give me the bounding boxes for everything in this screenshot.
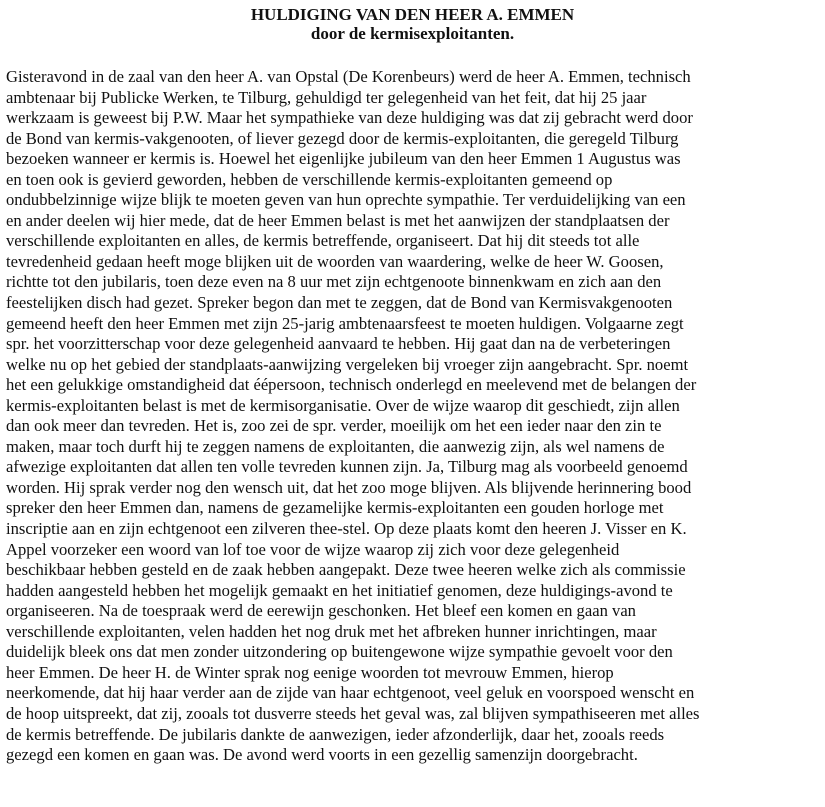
article-line: heer Emmen. De heer H. de Winter sprak nog eenige woorden tot mevrouw Emmen, hierop: [6, 662, 614, 682]
article-line: verschillende exploitanten, velen hadden het nog druk met het afbreken hunner inrichtingen, maar: [6, 621, 657, 641]
article-line: duidelijk bleek ons dat men zonder uitzondering op buitengewone wijze sympathie gevoelt voor den: [6, 642, 673, 662]
article-line: kermis-exploitanten belast is met de kermisorganisatie. Over de wijze waarop dit geschiedt, zijn allen: [6, 395, 680, 415]
article-line: verschillende exploitanten en alles, de kermis betreffende, organiseert. Dat hij dit steeds tot alle: [6, 231, 640, 251]
article-line: gemeend heeft den heer Emmen met zijn 25-jarig ambtenaarsfeest te moeten huldigen. Volgaarne zegt: [6, 313, 684, 333]
article-line: de Bond van kermis-vakgenooten, of liever gezegd door de kermis-exploitanten, die geregeld Tilburg: [6, 128, 679, 148]
article-line: de hoop uitspreekt, dat zij, zooals tot dusverre steeds het geval was, zal blijven sympathiseeren met alles: [6, 703, 700, 723]
article-line: spreker den heer Emmen dan, namens de gezamelijke kermis-exploitanten een gouden horloge met: [6, 498, 664, 518]
article-line: gezegd een komen en gaan was. De avond werd voorts in een gezellig samenzijn doorgebracht.: [6, 745, 638, 765]
article-body: [6, 67, 818, 766]
article-line: beschikbaar hebben gesteld en de zaak hebben aangepakt. Deze twee heeren welke zich als commissie: [6, 560, 686, 580]
article-line: hadden aangesteld hebben het mogelijk gemaakt en het initiatief genomen, deze huldigings-avond te: [6, 580, 673, 600]
article-line: ambtenaar bij Publicke Werken, te Tilburg, gehuldigd ter gelegenheid van het feit, dat hij 25 jaar: [6, 87, 647, 107]
article-line: Gisteravond in de zaal van den heer A. van Opstal (De Korenbeurs) werd de heer A. Emmen, technisch: [6, 67, 691, 86]
article-line: dan ook meer dan tevreden. Het is, zoo zei de spr. verder, moeilijk om het een ieder naar den zin te: [6, 416, 662, 436]
article-line: organiseeren. Na de toespraak werd de eerewijn geschonken. Het bleef een komen en gaan van: [6, 601, 636, 621]
article-title: HULDIGING VAN DEN HEER A. EMMEN: [250, 5, 575, 24]
article-subtitle: door de kermisexploitanten.: [310, 24, 515, 43]
article-line: ondubbelzinnige wijze blijk te moeten geven van hun oprechte sympathie. Ter verduidelijking van een: [6, 190, 686, 210]
article-line: en toen ook is gevierd geworden, hebben de verschillende kermis-exploitanten gemeend op: [6, 169, 613, 189]
article-line: maken, maar toch durft hij te zeggen namens de exploitanten, die aanwezig zijn, als wel namens de: [6, 436, 665, 456]
article-line: neerkomende, dat hij haar verder aan de zijde van haar echtgenoot, veel geluk en voorspoed wenscht en: [6, 683, 695, 703]
article-line: bezoeken wanneer er kermis is. Hoewel het eigenlijke jubileum van den heer Emmen 1 Augustus was: [6, 149, 681, 169]
article-line: het een gelukkige omstandigheid dat éépersoon, technisch onderlegd en meelevend met de belangen der: [6, 375, 697, 395]
article-line: Appel voorzeker een woord van lof toe voor de wijze waarop zij zich voor deze gelegenheid: [6, 539, 620, 559]
article-line: de kermis betreffende. De jubilaris dankte de aanwezigen, ieder afzonderlijk, daar het, zooals reeds: [6, 724, 665, 744]
article-line: feestelijken disch had gezet. Spreker begon dan met te zeggen, dat de Bond van Kermisvakgenooten: [6, 293, 673, 313]
article-line: richtte tot den jubilaris, toen deze even na 8 uur met zijn echtgenoote binnenkwam en zich aan den: [6, 272, 662, 292]
article-line: werkzaam is geweest bij P.W. Maar het sympathieke van deze huldiging was dat zij gebracht werd door: [6, 108, 693, 128]
article-line: en ander deelen wij hier mede, dat de heer Emmen belast is met het aanwijzen der standplaatsen der: [6, 210, 670, 230]
article-line: tevredenheid gedaan heeft moge blijken uit de woorden van waardering, welke de heer W. Goosen,: [6, 251, 664, 271]
article-line: inscriptie aan en zijn echtgenoot een zilveren thee-stel. Op deze plaats komt den heeren J. Visser en K.: [6, 519, 687, 539]
article-line: worden. Hij sprak verder nog den wensch uit, dat het zoo moge blijven. Als blijvende herinnering bood: [6, 477, 692, 497]
article-line: welke nu op het gebied der standplaats-aanwijzing vergeleken bij vroeger zijn aangebracht. Spr. noemt: [6, 354, 689, 374]
article-line: spr. het voorzitterschap voor deze gelegenheid aanvaard te hebben. Hij gaat dan na de verbeteringen: [6, 334, 671, 354]
article-line: afwezige exploitanten dat allen ten volle tevreden kunnen zijn. Ja, Tilburg mag als voorbeeld genoemd: [6, 457, 688, 477]
